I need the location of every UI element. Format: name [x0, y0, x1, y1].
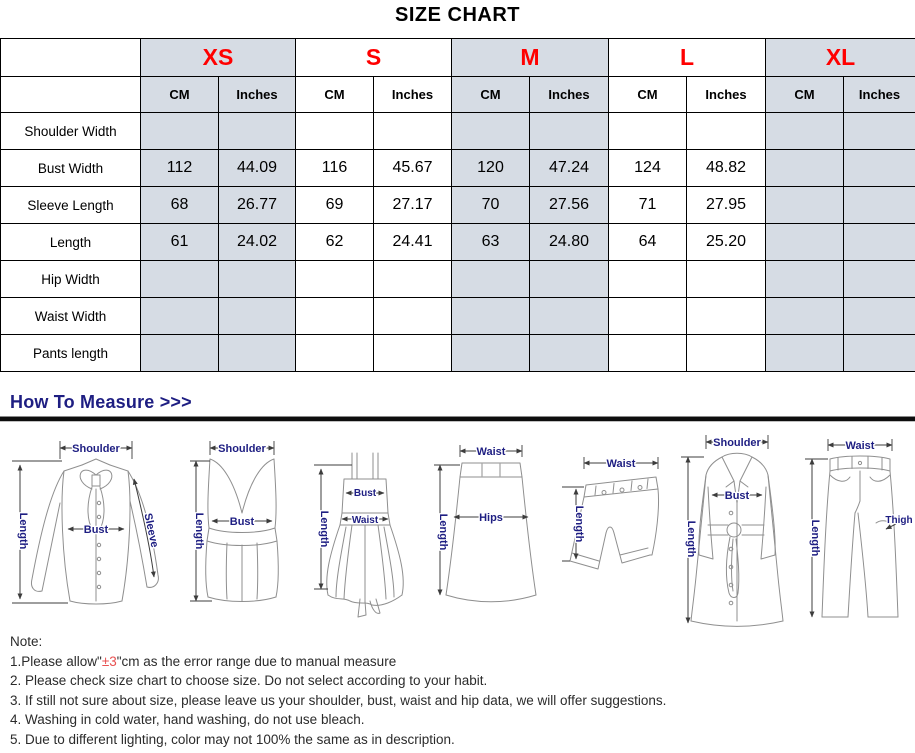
- value-cell: [609, 261, 687, 298]
- value-cell: [844, 113, 915, 150]
- value-cell: 63: [452, 224, 530, 261]
- value-cell: [530, 113, 609, 150]
- measure-label-bust: Bust: [83, 524, 109, 536]
- table-row: [1, 224, 915, 261]
- value-cell: [219, 298, 296, 335]
- row-label: Hip Width: [1, 261, 141, 298]
- size-header-xl: XL: [766, 39, 915, 77]
- value-cell: 70: [452, 187, 530, 224]
- row-label: Shoulder Width: [1, 113, 141, 150]
- value-cell: 24.80: [530, 224, 609, 261]
- tank-top-outline: [206, 459, 279, 602]
- unit-cell: Inches: [530, 77, 609, 113]
- size-header-l: L: [609, 39, 766, 77]
- notes-heading: Note:: [10, 634, 43, 649]
- value-cell: 47.24: [530, 150, 609, 187]
- value-cell: 71: [609, 187, 687, 224]
- value-cell: [766, 224, 844, 261]
- value-cell: 26.77: [219, 187, 296, 224]
- measure-label-sleeve: Sleeve: [141, 512, 161, 549]
- value-cell: [766, 335, 844, 372]
- triple-chevron-icon: >>>: [159, 392, 192, 412]
- unit-cell: Inches: [844, 77, 915, 113]
- value-cell: [766, 150, 844, 187]
- size-header-m: M: [452, 39, 609, 77]
- figure-dress: [306, 429, 424, 629]
- value-cell: 27.56: [530, 187, 609, 224]
- value-cell: 64: [609, 224, 687, 261]
- size-chart-table: [0, 38, 915, 372]
- measure-label-shoulder: Shoulder: [72, 443, 120, 455]
- value-cell: [374, 335, 452, 372]
- value-cell: [530, 335, 609, 372]
- size-header-row: [1, 39, 915, 77]
- table-row: [1, 150, 915, 187]
- value-cell: [609, 113, 687, 150]
- table-row: [1, 298, 915, 335]
- coat-outline: [691, 453, 783, 626]
- blouse-drawing: [4, 431, 176, 627]
- value-cell: [766, 298, 844, 335]
- value-cell: [141, 335, 219, 372]
- unit-cell: Inches: [687, 77, 766, 113]
- unit-cell: CM: [141, 77, 219, 113]
- value-cell: [374, 261, 452, 298]
- value-cell: [141, 298, 219, 335]
- value-cell: [296, 335, 374, 372]
- how-to-measure-text: How To Measure: [10, 392, 155, 412]
- measure-label-bust: Bust: [724, 490, 750, 502]
- value-cell: [452, 113, 530, 150]
- value-cell: [530, 298, 609, 335]
- figure-blouse: [4, 431, 176, 627]
- row-label: Bust Width: [1, 150, 141, 187]
- value-cell: 24.02: [219, 224, 296, 261]
- blouse-measure-arrows: [12, 441, 154, 603]
- dress-outline: [327, 453, 404, 617]
- value-cell: [687, 113, 766, 150]
- table-row: [1, 261, 915, 298]
- dress-drawing: [306, 429, 424, 629]
- value-cell: 68: [141, 187, 219, 224]
- coat-drawing: [676, 427, 794, 631]
- measurement-figures: [0, 425, 915, 633]
- measure-label-length: Length: [437, 513, 449, 551]
- pants-outline: [822, 456, 898, 617]
- value-cell: [687, 335, 766, 372]
- measure-label-length: Length: [193, 512, 205, 550]
- unit-cell: CM: [609, 77, 687, 113]
- row-label: Length: [1, 224, 141, 261]
- note-line-1: [10, 652, 666, 672]
- value-cell: [452, 335, 530, 372]
- note-1-suffix: "cm as the error range due to manual measure: [116, 653, 397, 669]
- measure-label-bust: Bust: [353, 488, 377, 499]
- measure-label-bust: Bust: [229, 516, 255, 528]
- value-cell: [530, 261, 609, 298]
- measure-label-shoulder: Shoulder: [218, 443, 266, 455]
- note-1-tolerance: ±3: [101, 653, 117, 669]
- value-cell: 120: [452, 150, 530, 187]
- figure-tank-top: [182, 431, 302, 627]
- value-cell: [766, 187, 844, 224]
- unit-cell: CM: [452, 77, 530, 113]
- value-cell: 48.82: [687, 150, 766, 187]
- measure-label-waist: Waist: [606, 458, 636, 470]
- value-cell: 124: [609, 150, 687, 187]
- row-label: Sleeve Length: [1, 187, 141, 224]
- note-1-prefix: 1.Please allow": [10, 653, 102, 669]
- figure-skirt: [430, 437, 538, 627]
- unit-header-row: [1, 77, 915, 113]
- value-cell: 45.67: [374, 150, 452, 187]
- value-cell: 25.20: [687, 224, 766, 261]
- note-line-4: 4. Washing in cold water, hand washing, do not use bleach.: [10, 712, 365, 727]
- value-cell: [374, 298, 452, 335]
- figure-shorts: [550, 449, 672, 599]
- measure-label-length: Length: [318, 510, 330, 548]
- skirt-drawing: [430, 437, 538, 627]
- measure-label-length: Length: [809, 519, 821, 557]
- value-cell: [844, 150, 915, 187]
- figure-pants: [800, 433, 913, 631]
- value-cell: [141, 113, 219, 150]
- corner-cell: [1, 39, 141, 77]
- unit-cell: Inches: [374, 77, 452, 113]
- table-row: [1, 187, 915, 224]
- value-cell: [219, 335, 296, 372]
- value-cell: [296, 113, 374, 150]
- value-cell: [141, 261, 219, 298]
- how-to-measure-heading: [10, 392, 192, 413]
- skirt-outline: [446, 463, 536, 602]
- value-cell: [844, 261, 915, 298]
- value-cell: 116: [296, 150, 374, 187]
- notes-section: [10, 632, 666, 749]
- value-cell: [296, 261, 374, 298]
- measure-label-waist: Waist: [351, 515, 379, 526]
- value-cell: [687, 298, 766, 335]
- value-cell: 27.95: [687, 187, 766, 224]
- value-cell: [844, 187, 915, 224]
- value-cell: 62: [296, 224, 374, 261]
- corner-cell-2: [1, 77, 141, 113]
- measure-label-waist: Waist: [845, 440, 875, 452]
- unit-cell: Inches: [219, 77, 296, 113]
- value-cell: [296, 298, 374, 335]
- value-cell: [844, 224, 915, 261]
- size-header-s: S: [296, 39, 452, 77]
- unit-cell: CM: [766, 77, 844, 113]
- value-cell: 44.09: [219, 150, 296, 187]
- value-cell: 112: [141, 150, 219, 187]
- value-cell: [609, 298, 687, 335]
- value-cell: 27.17: [374, 187, 452, 224]
- measure-label-shoulder: Shoulder: [713, 437, 761, 449]
- measure-label-length: Length: [573, 505, 585, 543]
- measure-label-length: Length: [685, 520, 697, 558]
- value-cell: [374, 113, 452, 150]
- figure-coat: [676, 427, 794, 631]
- note-line-2: 2. Please check size chart to choose size. Do not select according to your habit.: [10, 673, 488, 688]
- measure-label-waist: Waist: [476, 446, 506, 458]
- value-cell: [844, 335, 915, 372]
- value-cell: 24.41: [374, 224, 452, 261]
- value-cell: 69: [296, 187, 374, 224]
- value-cell: [766, 261, 844, 298]
- note-line-5: 5. Due to different lighting, color may not 100% the same as in description.: [10, 731, 455, 747]
- size-header-xs: XS: [141, 39, 296, 77]
- value-cell: [766, 113, 844, 150]
- value-cell: [219, 113, 296, 150]
- page-title: SIZE CHART: [395, 4, 520, 26]
- value-cell: [219, 261, 296, 298]
- note-line-3: 3. If still not sure about size, please leave us your shoulder, bust, waist and hip data, we will offer suggestions.: [10, 692, 667, 708]
- value-cell: [687, 261, 766, 298]
- value-cell: [844, 298, 915, 335]
- value-cell: [609, 335, 687, 372]
- table-row: [1, 335, 915, 372]
- measure-label-hips: Hips: [479, 512, 503, 524]
- value-cell: [452, 261, 530, 298]
- tank-top-drawing: [182, 431, 302, 627]
- measure-label-length: Length: [17, 512, 29, 550]
- shorts-drawing: [550, 449, 672, 599]
- pants-drawing: [800, 433, 913, 631]
- unit-cell: CM: [296, 77, 374, 113]
- value-cell: [452, 298, 530, 335]
- value-cell: 61: [141, 224, 219, 261]
- table-row: [1, 113, 915, 150]
- measure-label-thigh: Thigh: [885, 515, 913, 526]
- divider-rule: [0, 416, 915, 422]
- row-label: Pants length: [1, 335, 141, 372]
- row-label: Waist Width: [1, 298, 141, 335]
